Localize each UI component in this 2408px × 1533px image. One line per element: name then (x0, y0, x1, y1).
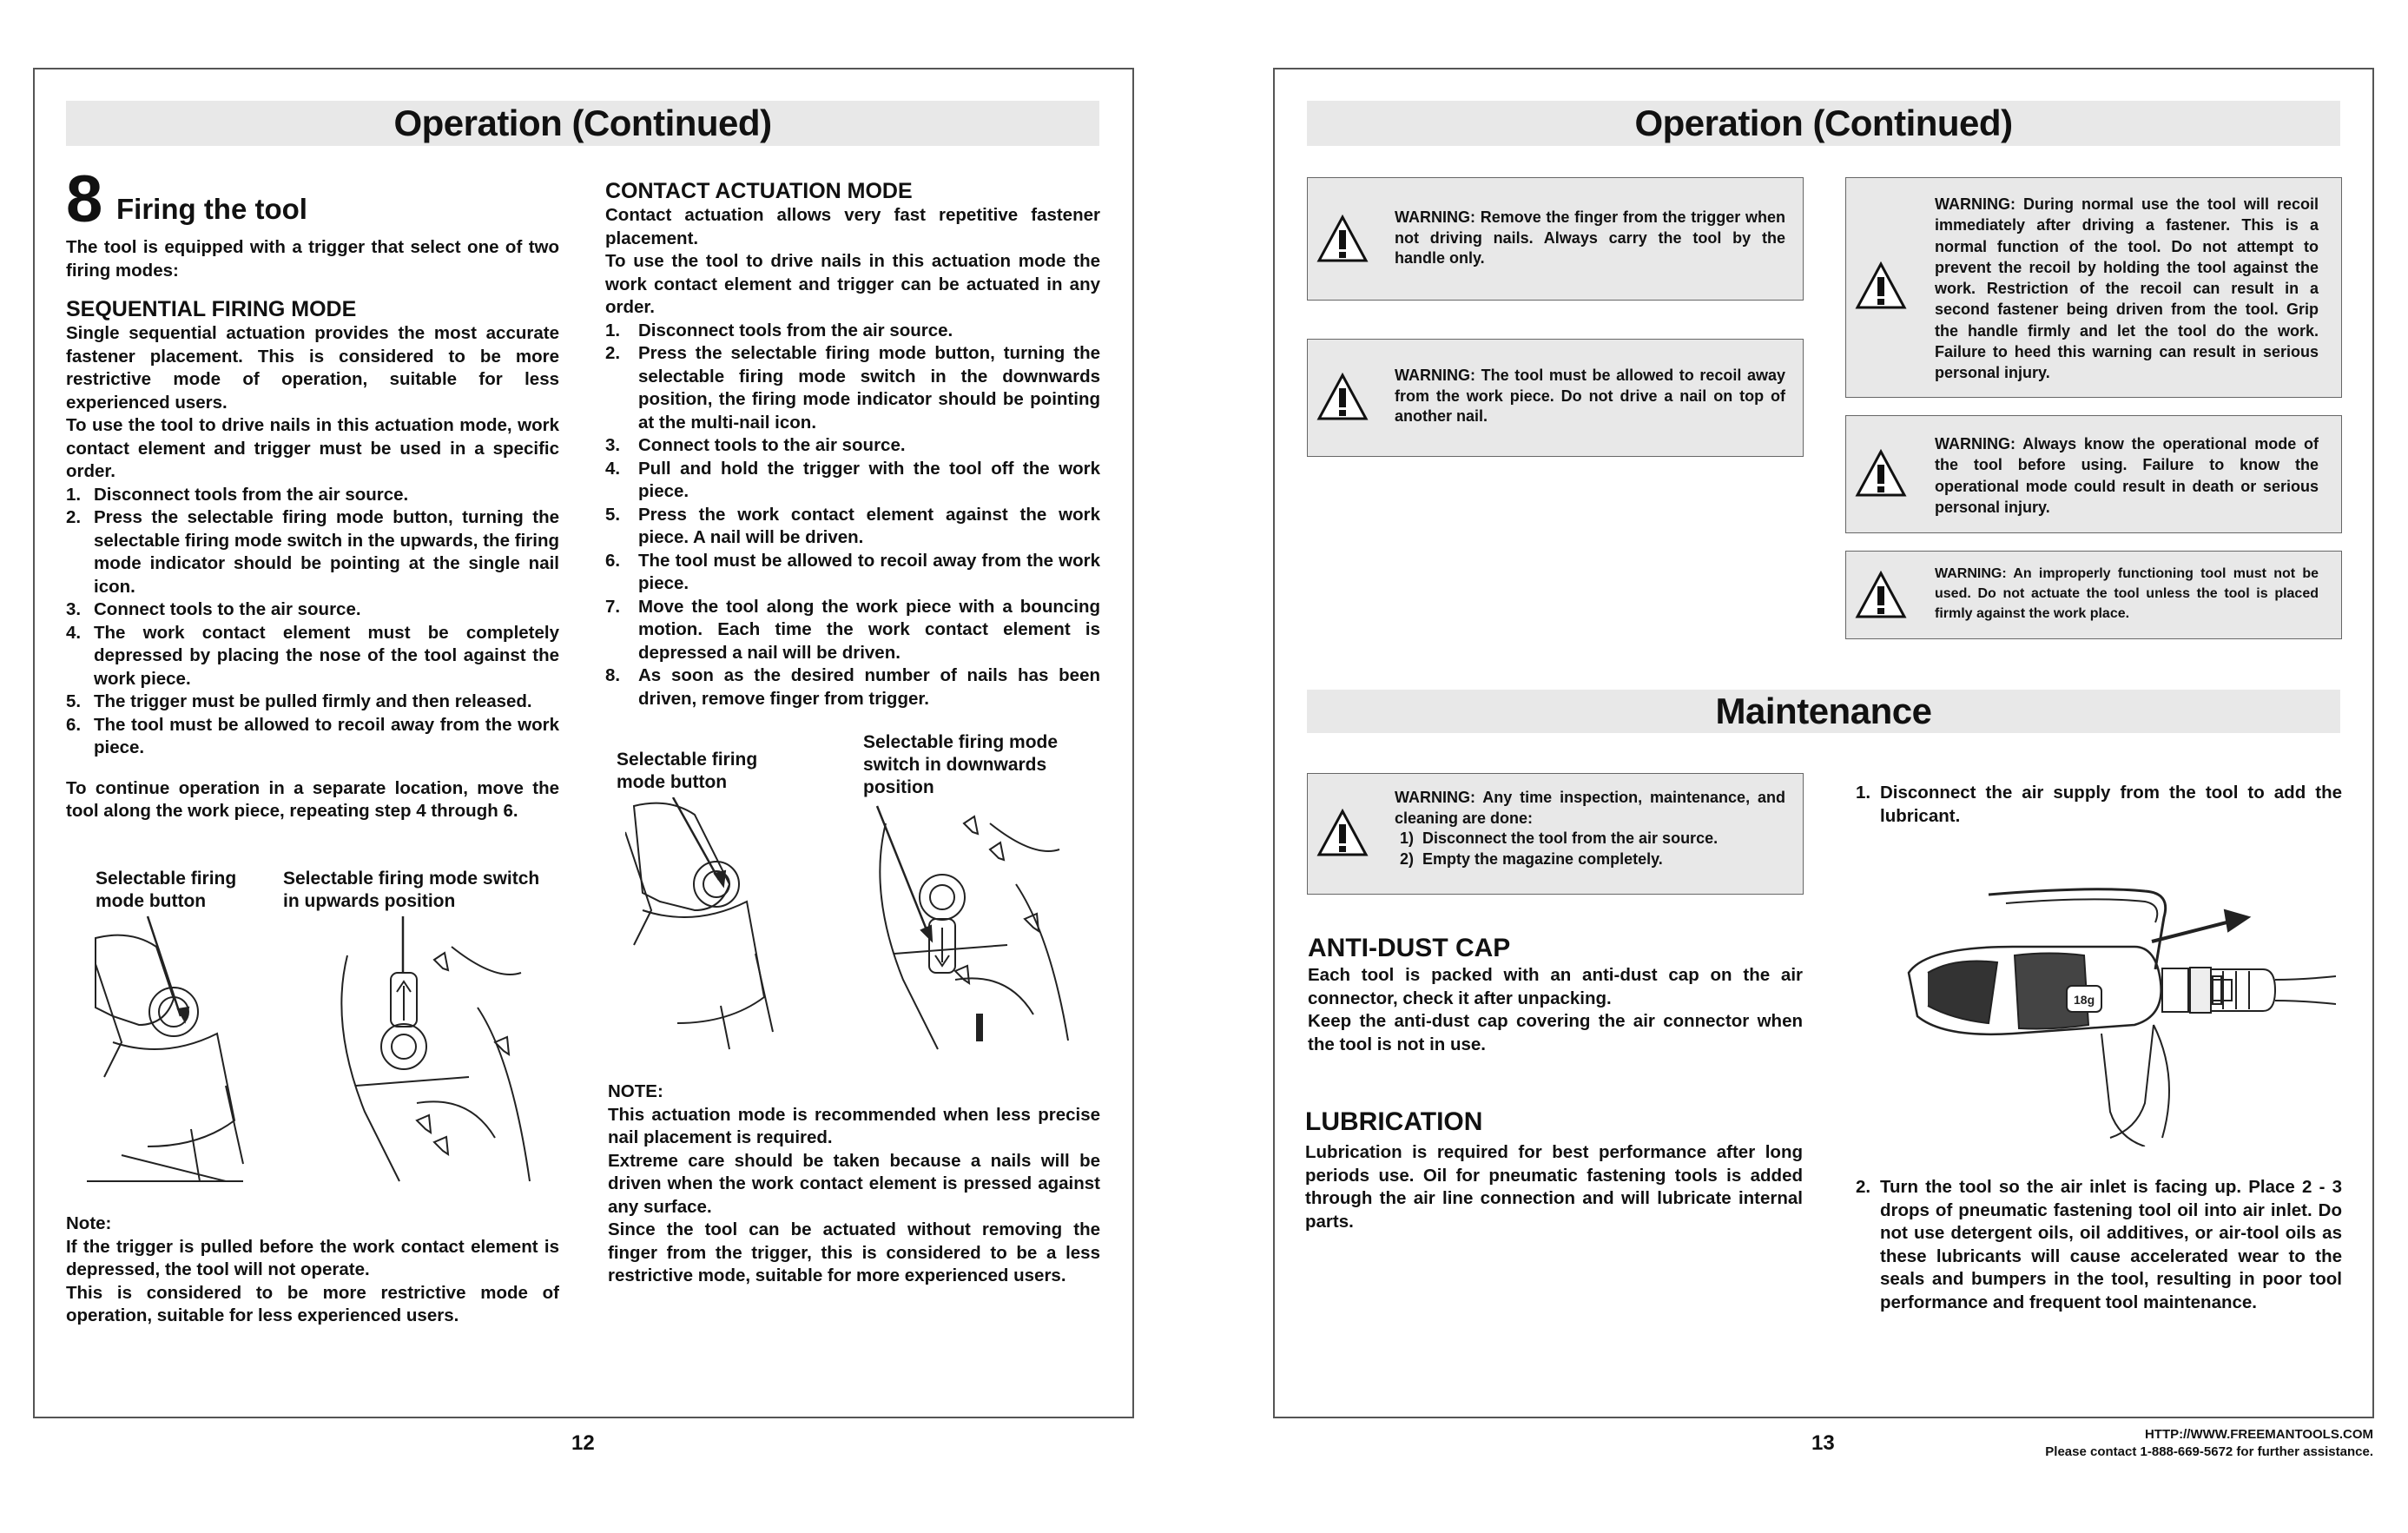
list-item: 4. The work contact element must be completely depressed by placing the nose of the tool against the work piece. (66, 622, 559, 689)
list-item: 5. Press the work contact element against the work piece. A nail will be driven. (605, 504, 1100, 547)
warning-icon (1855, 449, 1907, 498)
list-item: 4. Pull and hold the trigger with the tool off the work piece. (605, 458, 1100, 501)
anti-dust-p2: Keep the anti-dust cap covering the air connector when the tool is not in use. (1308, 1011, 1803, 1054)
step-title: Firing the tool (116, 193, 307, 225)
warning-box-maintenance (1307, 773, 1804, 895)
air-connector-illustration (1902, 886, 2336, 1146)
list-item: 3. Connect tools to the air source. (605, 435, 906, 455)
warning-text (1395, 788, 1785, 869)
left-note (66, 1213, 559, 1328)
warning-icon (1316, 373, 1369, 421)
warning-text: WARNING: Always know the operational mode of the tool before using. Failure to know the operational mode could result in death or serious personal injury. (1935, 435, 2319, 516)
left-column-2 (605, 178, 1100, 710)
sequential-continue: To continue operation in a separate location, move the tool along the work piece, repeating step 4 through 6. (66, 777, 559, 821)
contact-p1: Contact actuation allows very fast repetitive fastener placement. (605, 205, 1100, 248)
warning-icon (1855, 571, 1907, 619)
list-item: 6. The tool must be allowed to recoil away from the work piece. (605, 550, 1100, 593)
warning-box-normal-recoil (1845, 177, 2342, 398)
list-item: 5. The trigger must be pulled firmly and then released. (66, 691, 532, 711)
footer-url[interactable]: HTTP://WWW.FREEMANTOOLS.COM (2144, 1427, 2373, 1442)
list-item: 1) Disconnect the tool from the air source. (1400, 829, 1719, 847)
left-page-number: 12 (571, 1431, 595, 1455)
list-item: 8. As soon as the desired number of nails has been driven, remove finger from trigger. (605, 665, 1100, 709)
intro-text: The tool is equipped with a trigger that select one of two firing modes: (66, 237, 559, 281)
warning-box-finger (1307, 177, 1804, 301)
footer-contact (2045, 1426, 2373, 1461)
list-item: 7. Move the tool along the work piece with a bouncing motion. Each time the work contact element is depressed a nail will be driven. (605, 596, 1100, 663)
warning-icon (1855, 261, 1907, 310)
list-item: 6. The tool must be allowed to recoil away from the work piece. (66, 714, 559, 757)
list-item: 1. Disconnect tools from the air source. (605, 320, 953, 340)
fig2-button-label: Selectable firing mode button (617, 750, 758, 792)
step-number: 8 (66, 162, 103, 236)
left-column-1 (66, 162, 559, 823)
left-note-2 (608, 1080, 1100, 1288)
list-item: 1. Disconnect the air supply from the tool to add the lubricant. (1856, 783, 2342, 826)
note2-heading: NOTE: (608, 1081, 663, 1101)
step-heading (66, 162, 559, 236)
note-p1: If the trigger is pulled before the work contact element is depressed, the tool will not operate. (66, 1236, 559, 1279)
footer-phone: Please contact 1-888-669-5672 for further assistance. (2045, 1444, 2373, 1459)
list-item: 1. Disconnect tools from the air source. (66, 484, 409, 505)
sequential-steps (66, 484, 559, 760)
note2-p2: Extreme care should be taken because a nails will be driven when the work contact element is pressed against any surface. (608, 1150, 1100, 1217)
list-item: 2) Empty the magazine completely. (1400, 849, 1663, 868)
right-page-header: Operation (Continued) (1307, 101, 2340, 146)
contact-p2: To use the tool to drive nails in this actuation mode the work contact element and trigger can be actuated in any order. (605, 251, 1100, 317)
contact-heading: CONTACT ACTUATION MODE (605, 179, 913, 203)
fig2-switch-label: Selectable firing mode switch in downwards position (863, 732, 1059, 797)
fig1-switch-label: Selectable firing mode switch in upwards position (283, 869, 540, 911)
list-item: 2. Turn the tool so the air inlet is facing up. Place 2 - 3 drops of pneumatic fastening tool oil into air inlet. Do not use detergent oils, oil additives, or air-tool oils as these lubricants will cause accelerated wear to the seals and bumpers in the tool, resulting in poor tool performance and frequent tool maintenance. (1856, 1177, 2342, 1312)
svg-text:18g: 18g (2074, 993, 2095, 1007)
warning-icon (1316, 215, 1369, 263)
warning-box-recoil (1307, 339, 1804, 457)
note-p2: This is considered to be more restrictive mode of operation, suitable for less experienced users. (66, 1282, 559, 1325)
maintenance-step-2 (1856, 1176, 2342, 1314)
fig1-tool-illustration (87, 912, 573, 1190)
anti-dust-section (1308, 933, 1803, 1056)
warning-icon (1316, 809, 1369, 857)
fig1-button-label: Selectable firing mode button (96, 869, 237, 911)
warning-text: WARNING: Remove the finger from the trigger when not driving nails. Always carry the tool by the handle only. (1395, 208, 1785, 267)
list-item: 3. Connect tools to the air source. (66, 599, 361, 619)
warning-box-operational-mode (1845, 415, 2342, 533)
maintenance-warning-intro: WARNING: Any time inspection, maintenance, and cleaning are done: (1395, 789, 1785, 827)
list-item: 2. Press the selectable firing mode button, turning the selectable firing mode switch in the upwards, the firing mode indicator should be pointing at the single nail icon. (66, 507, 559, 597)
sequential-p2: To use the tool to drive nails in this actuation mode, work contact element and trigger must be used in a specific order. (66, 415, 559, 481)
fig2-tool-illustration (625, 797, 1112, 1058)
contact-steps (605, 320, 1100, 711)
note2-p3: Since the tool can be actuated without removing the finger from the trigger, this is considered to be a less restrictive mode, suitable for more experienced users. (608, 1219, 1100, 1285)
list-item: 2. Press the selectable firing mode button, turning the selectable firing mode switch in the downwards position, the firing mode indicator should be pointing at the multi-nail icon. (605, 343, 1100, 433)
sequential-heading: SEQUENTIAL FIRING MODE (66, 297, 357, 321)
note2-p1: This actuation mode is recommended when less precise nail placement is required. (608, 1104, 1100, 1147)
warning-text: WARNING: An improperly functioning tool must not be used. Do not actuate the tool unless the tool is placed firmly against the work place. (1935, 566, 2319, 621)
anti-dust-p1: Each tool is packed with an anti-dust cap on the air connector, check it after unpacking. (1308, 965, 1803, 1008)
sequential-p1: Single sequential actuation provides the most accurate fastener placement. This is considered to be more restrictive mode of operation, suitable for less experienced users. (66, 323, 559, 413)
warning-text: WARNING: The tool must be allowed to recoil away from the work piece. Do not drive a nail on top of another nail. (1395, 367, 1785, 425)
warning-text: WARNING: During normal use the tool will recoil immediately after driving a fastener. This is a normal function of the tool. Do not attempt to prevent the recoil by holding the tool against the work. Restriction of the recoil can result in a second fastener being driven from the tool. Grip the handle firmly and let the tool do the work. Failure to heed this warning can result in serious personal injury. (1935, 195, 2319, 382)
right-page-number: 13 (1811, 1431, 1835, 1455)
lubrication-section (1305, 1107, 1803, 1233)
maintenance-header: Maintenance (1307, 690, 2340, 733)
maintenance-step-1 (1856, 782, 2342, 828)
anti-dust-heading: ANTI-DUST CAP (1308, 934, 1511, 962)
lubrication-heading: LUBRICATION (1305, 1107, 1483, 1136)
lubrication-p: Lubrication is required for best performance after long periods use. Oil for pneumatic fastening tools is added through the air line connection and will lubricate internal parts. (1305, 1142, 1803, 1232)
warning-box-malfunction (1845, 551, 2342, 639)
note-heading: Note: (66, 1213, 112, 1233)
left-page-header: Operation (Continued) (66, 101, 1099, 146)
